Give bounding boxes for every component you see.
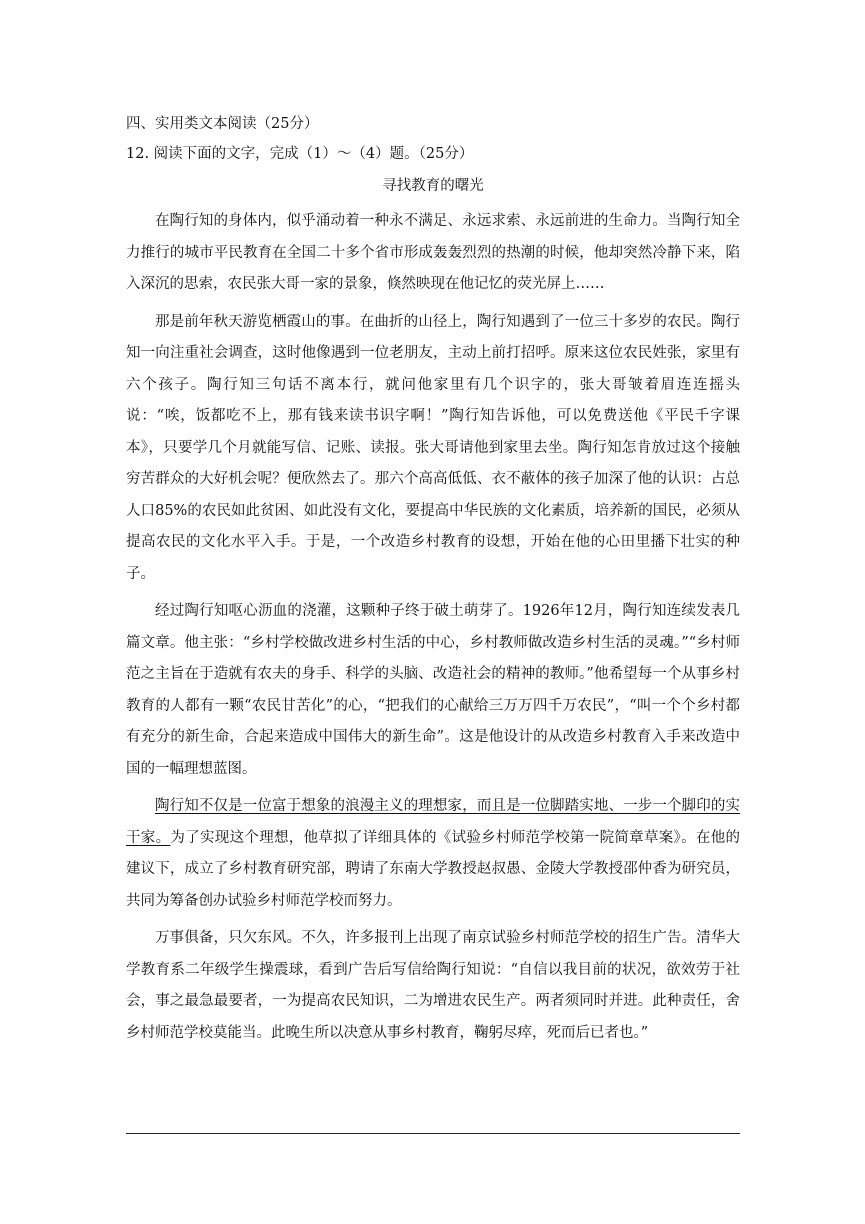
article-paragraph-4	[126, 791, 740, 917]
footer-divider	[126, 1133, 740, 1134]
article-paragraph-2: 那是前年秋天游览栖霞山的事。在曲折的山径上，陶行知遇到了一位三十多岁的农民。陶行知一向注重社会调查，这时他像遇到一位老朋友，主动上前打招呼。原来这位农民姓张，家里有六个孩子。陶行知三句话不离本行，就问他家里有几个识字的，张大哥皱着眉连连摇头说：“唉，饭都吃不上，那有钱来读书识字啊！”陶行知告诉他，可以免费送他《平民千字课本》，只要学几个月就能写信、记账、读报。张大哥请他到家里去坐。陶行知怎肯放过这个接触穷苦群众的大好机会呢？便欣然去了。那六个高高低低、衣不蔽体的孩子加深了他的认识：占总人口85%的农民如此贫困、如此没有文化，要提高中华民族的文化素质，培养新的国民，必须从提高农民的文化水平入手。于是，一个改造乡村教育的设想，开始在他的心田里播下壮实的种子。	[126, 313, 740, 582]
underlined-sentence: 陶行知不仅是一位富于想象的浪漫主义的理想家，而且是一位脚踏实地、一步一个脚印的实干家。	[126, 798, 740, 846]
article-paragraph-3: 经过陶行知呕心沥血的浇灌，这颗种子终于破土萌芽了。1926年12月，陶行知连续发表几篇文章。他主张：“乡村学校做改进乡村生活的中心，乡村教师做改造乡村生活的灵魂。”“乡村师范之主旨在于造就有农夫的身手、科学的头脑、改造社会的精神的教师。”他希望每一个从事乡村教育的人都有一颗“农民甘苦化”的心，“把我们的心献给三万万四千万农民”，“叫一个个乡村都有充分的新生命，合起来造成中国伟大的新生命”。这是他设计的从改造乡村教育入手来改造中国的一幅理想蓝图。	[126, 603, 740, 777]
question-prompt: 12. 阅读下面的文字，完成（1）～（4）题。（25分）	[126, 146, 474, 162]
article-paragraph-5: 万事俱备，只欠东风。不久，许多报刊上出现了南京试验乡村师范学校的招生广告。清华大学教育系二年级学生操震球，看到广告后写信给陶行知说：“自信以我目前的状况，欲效劳于社会，事之最急最要者，一为提高农民知识，二为增进农民生产。两者须同时并进。此种责任，舍乡村师范学校莫能当。此晚生所以决意从事乡村教育，鞠躬尽瘁，死而后已者也。”	[126, 930, 740, 1041]
section-heading: 四、实用类文本阅读（25分）	[126, 116, 319, 132]
page-content	[126, 110, 740, 1055]
article-title: 寻找教育的曙光	[382, 178, 484, 194]
paragraph-4-continuation: 为了实现这个理想，他草拟了详细具体的《试验乡村师范学校第一院简章草案》。在他的建议下，成立了乡村教育研究部，聘请了东南大学教授赵叔愚、金陵大学教授邵仲香为研究员，共同为筹备创办试验乡村师范学校而努力。	[126, 829, 741, 909]
article-paragraph-1: 在陶行知的身体内，似乎涌动着一种永不满足、永远求索、永远前进的生命力。当陶行知全力推行的城市平民教育在全国二十多个省市形成轰轰烈烈的热潮的时候，他却突然冷静下来，陷入深沉的思索，农民张大哥一家的景象，倏然映现在他记忆的荧光屏上……	[126, 213, 740, 292]
